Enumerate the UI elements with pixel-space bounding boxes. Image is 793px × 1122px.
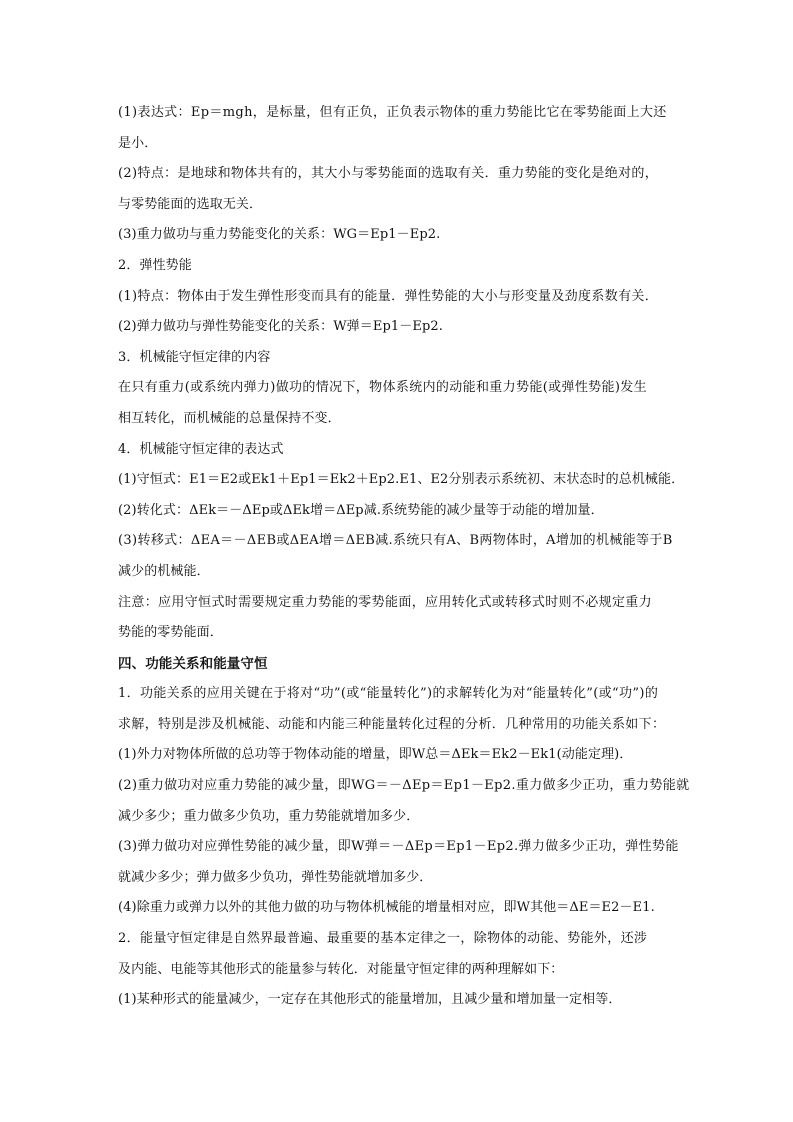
note-line: 势能的零势能面． [118,625,223,641]
paragraph-line: 就减少多少；弹力做多少负功，弹性势能就增加多少． [118,869,433,885]
paragraph-line: (1)某种形式的能量减少，一定存在其他形式的能量增加，且减少量和增加量一定相等． [118,992,622,1008]
paragraph-line: 求解，特别是涉及机械能、动能和内能三种能量转化过程的分析．几种常用的功能关系如下： [118,716,666,732]
section-heading: 4．机械能守恒定律的表达式 [118,441,284,457]
paragraph-line: (1)守恒式：E1＝E2或Ek1＋Ep1＝Ek2＋Ep2.E1、E2分别表示系统初、末状态时的总机械能． [118,472,685,488]
paragraph-line: (4)除重力或弹力以外的其他力做的功与物体机械能的增量相对应，即W其他＝ΔE＝E2－E1. [118,900,655,916]
paragraph-line: (3)弹力做功对应弹性势能的减少量，即W弹＝－ΔEp＝Ep1－Ep2.弹力做多少正功，弹性势能 [118,839,679,855]
paragraph-line: 在只有重力(或系统内弹力)做功的情况下，物体系统内的动能和重力势能(或弹性势能)发生 [118,380,647,396]
document-page [118,98,690,1016]
paragraph-line: (2)弹力做功与弹性势能变化的关系：W弹＝Ep1－Ep2. [118,319,443,335]
chapter-heading: 四、功能关系和能量守恒 [118,655,268,672]
paragraph-line: (1)外力对物体所做的总功等于物体动能的增量，即W总＝ΔEk＝Ek2－Ek1(动能定理)． [118,747,633,763]
paragraph-line: 减少的机械能． [118,563,210,579]
section-heading: 2．弹性势能 [118,257,192,273]
paragraph-line: 2．能量守恒定律是自然界最普遍、最重要的基本定律之一，除物体的动能、势能外，还涉 [118,931,648,947]
paragraph-line: 1．功能关系的应用关键在于将对“功”(或“能量转化”)的求解转化为对“能量转化”(或“功”)的 [118,686,659,702]
paragraph-line: (2)转化式：ΔEk＝－ΔEp或ΔEk增＝ΔEp减.系统势能的减少量等于动能的增加量． [118,502,604,518]
paragraph-line: (2)重力做功对应重力势能的减少量，即WG＝－ΔEp＝Ep1－Ep2.重力做多少正功，重力势能就 [118,778,690,794]
paragraph-line: 与零势能面的选取无关． [118,196,263,212]
paragraph-line: (2)特点：是地球和物体共有的，其大小与零势能面的选取有关．重力势能的变化是绝对的， [118,166,659,182]
section-heading: 3．机械能守恒定律的内容 [118,349,271,365]
paragraph-line: (3)重力做功与重力势能变化的关系：WG＝Ep1－Ep2. [118,227,441,243]
paragraph-line: 减少多少；重力做多少负功，重力势能就增加多少． [118,808,420,824]
paragraph-line: 相互转化，而机械能的总量保持不变． [118,410,341,426]
paragraph-line: 及内能、电能等其他形式的能量参与转化．对能量守恒定律的两种理解如下： [118,961,564,977]
note-line: 注意：应用守恒式时需要规定重力势能的零势能面，应用转化式或转移式时则不必规定重力 [118,594,653,610]
paragraph-line: (1)表达式：Ep＝mgh，是标量，但有正负，正负表示物体的重力势能比它在零势能面上大还 [118,105,667,120]
paragraph-line: (1)特点：物体由于发生弹性形变而具有的能量．弹性势能的大小与形变量及劲度系数有关． [118,288,659,304]
paragraph-line: (3)转移式：ΔEA＝－ΔEB或ΔEA增＝ΔEB减.系统只有A、B两物体时，A增加的机械能等于B [118,533,673,549]
paragraph-line: 是小． [118,135,158,151]
